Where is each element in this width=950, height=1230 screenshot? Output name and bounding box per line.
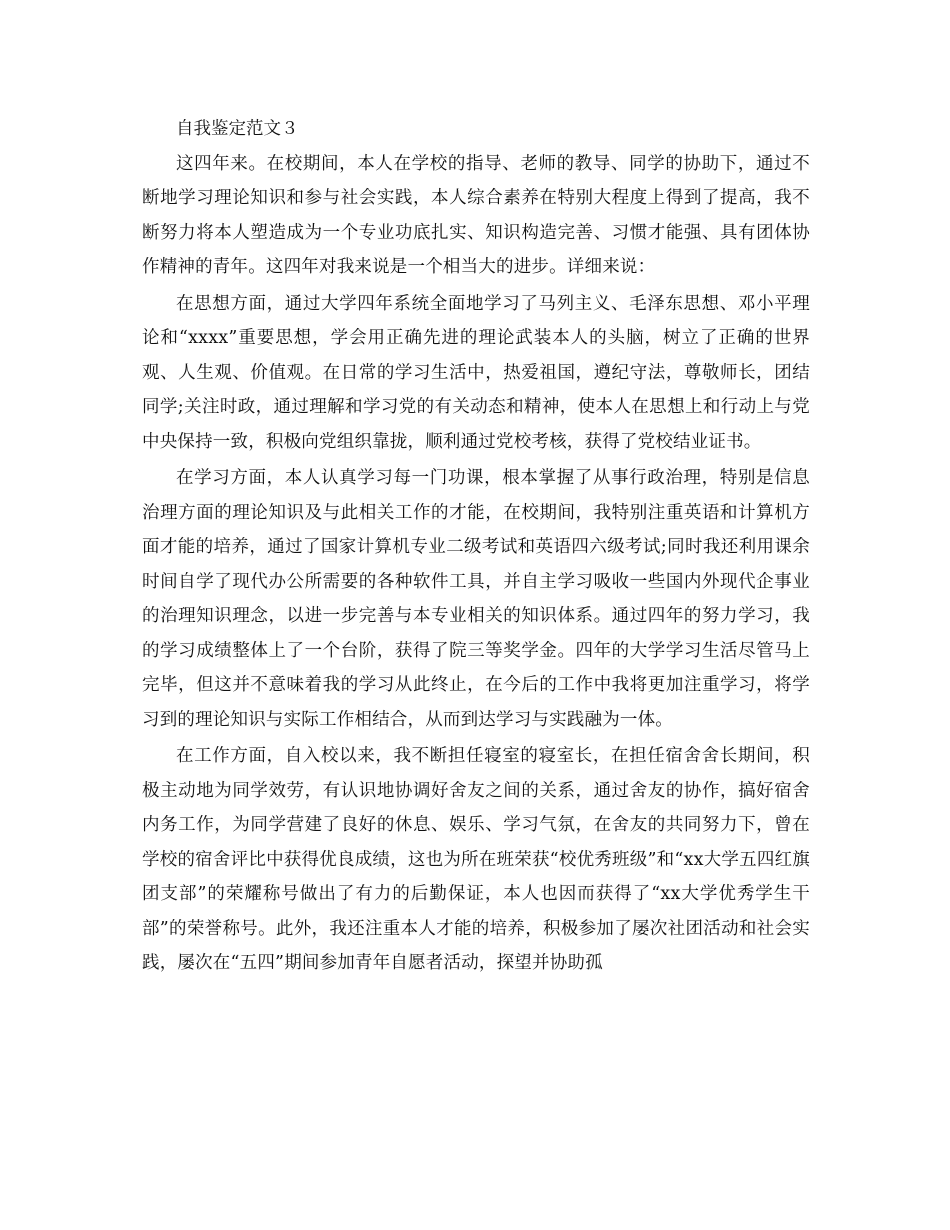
paragraph-study: 在学习方面，本人认真学习每一门功课，根本掌握了从事行政治理，特别是信息治理方面的理论知识及与此相关工作的才能，在校期间，我特别注重英语和计算机方面才能的培养，通过了国家计算机专业二级考试和英语四六级考试;同时我还利用课余时间自学了现代办公所需要的各种软件工具，并自主学习吸收一些国内外现代企事业的治理知识理念，以进一步完善与本专业相关的知识体系。通过四年的努力学习，我的学习成绩整体上了一个台阶，获得了院三等奖学金。四年的大学学习生活尽管马上完毕，但这并不意味着我的学习从此终止，在今后的工作中我将更加注重学习，将学习到的理论知识与实际工作相结合，从而到达学习与实践融为一体。 <box>142 468 810 730</box>
document-page <box>142 112 810 981</box>
paragraph-work: 在工作方面，自入校以来，我不断担任寝室的寝室长，在担任宿舍舍长期间，积极主动地为同学效劳，有认识地协调好舍友之间的关系，通过舍友的协作，搞好宿舍内务工作，为同学营建了良好的休息、娱乐、学习气氛，在舍友的共同努力下，曾在学校的宿舍评比中获得优良成绩，这也为所在班荣获“校优秀班级”和“xx大学五四红旗团支部”的荣耀称号做出了有力的后勤保证，本人也因而获得了“xx大学优秀学生干部”的荣誉称号。此外，我还注重本人才能的培养，积极参加了屡次社团活动和社会实践，屡次在“五四”期间参加青年自愿者活动，探望并协助孤 <box>142 746 810 973</box>
document-title: 自我鉴定范文３ <box>176 119 299 139</box>
paragraph-intro: 这四年来。在校期间，本人在学校的指导、老师的教导、同学的协助下，通过不断地学习理论知识和参与社会实践，本人综合素养在特别大程度上得到了提高，我不断努力将本人塑造成为一个专业功底扎实、知识构造完善、习惯才能强、具有团体协作精神的青年。这四年对我来说是一个相当大的进步。详细来说： <box>142 153 810 277</box>
paragraph-ideology: 在思想方面，通过大学四年系统全面地学习了马列主义、毛泽东思想、邓小平理论和“xxxx”重要思想，学会用正确先进的理论武装本人的头脑，树立了正确的世界观、人生观、价值观。在日常的学习生活中，热爱祖国，遵纪守法，尊敬师长，团结同学;关注时政，通过理解和学习党的有关动态和精神，使本人在思想上和行动上与党中央保持一致，积极向党组织靠拢，顺利通过党校考核，获得了党校结业证书。 <box>142 293 810 452</box>
